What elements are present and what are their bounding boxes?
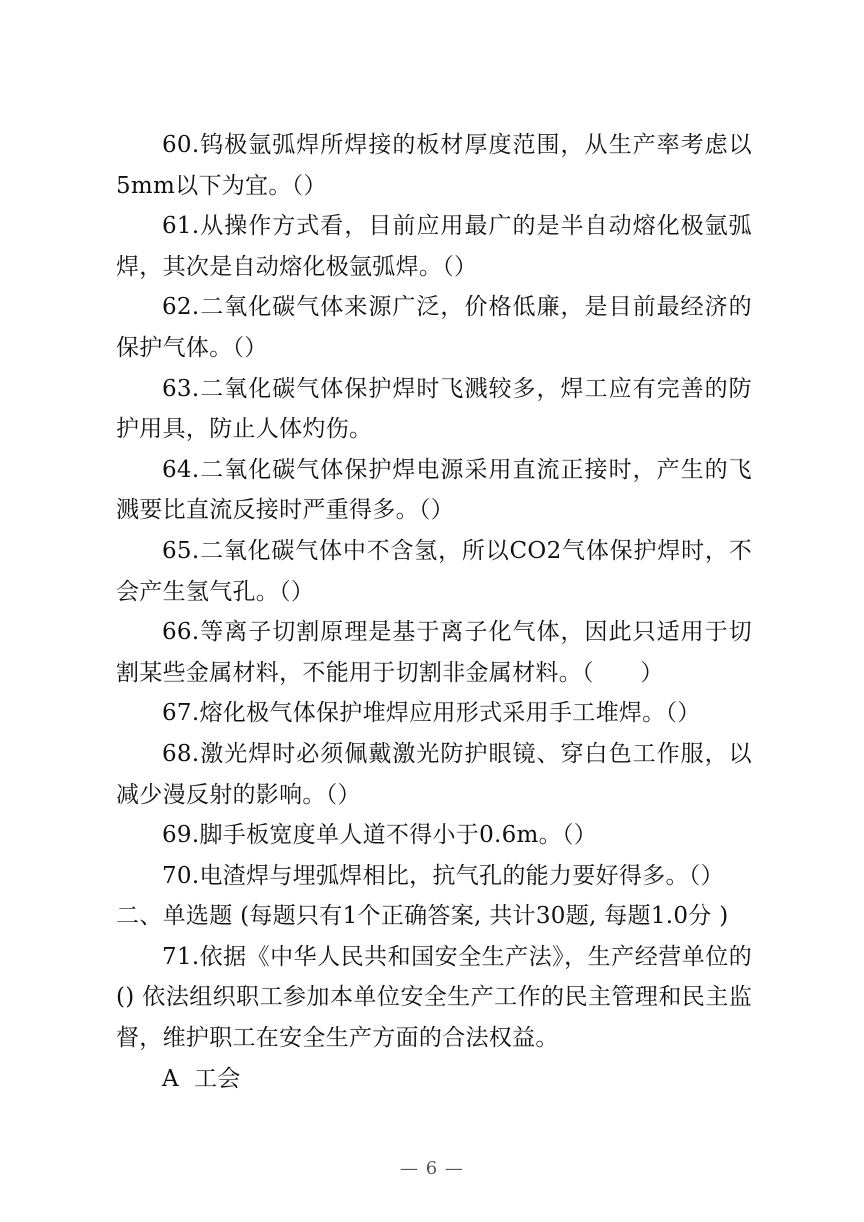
question-71-option-a: A 工会 [162,1065,241,1092]
question-65: 65.二氧化碳气体中不含氢，所以CO2气体保护焊时，不会产生氢气孔。（） [116,537,752,605]
question-70: 70.电渣焊与埋弧焊相比，抗气孔的能力要好得多。（） [162,862,724,889]
question-63: 63.二氧化碳气体保护焊时飞溅较多，焊工应有完善的防护用具，防止人体灼伤。 [116,375,752,443]
question-62: 62.二氧化碳气体来源广泛，价格低廉，是目前最经济的保护气体。（） [116,294,752,361]
page-content [116,125,760,1099]
question-64: 64.二氧化碳气体保护焊电源采用直流正接时，产生的飞溅要比直流反接时严重得多。（） [116,456,752,524]
section-heading-single-choice: 二、单选题 (每题只有1个正确答案, 共计30题, 每题1.0分 ) [116,903,729,930]
question-61: 61.从操作方式看，目前应用最广的是半自动熔化极氩弧焊，其次是自动熔化极氩弧焊。（） [116,213,752,280]
question-69: 69.脚手板宽度单人道不得小于0.6m。（） [162,822,598,849]
question-66: 66.等离子切割原理是基于离子化气体，因此只适用于切割某些金属材料，不能用于切割非金属材料。（ ） [116,619,752,686]
question-68: 68.激光焊时必须佩戴激光防护眼镜、穿白色工作服，以减少漫反射的影响。（） [116,740,752,808]
question-67: 67.熔化极气体保护堆焊应用形式采用手工堆焊。（） [162,700,701,727]
question-60: 60.钨极氩弧焊所焊接的板材厚度范围，从生产率考虑以5mm以下为宜。（） [116,132,752,199]
question-71: 71.依据《中华人民共和国安全生产法》，生产经营单位的 () 依法组织职工参加本单位安全生产工作的民主管理和民主监督，维护职工在安全生产方面的合法权益。 [116,943,760,1052]
page-number: — 6 — [400,1158,464,1179]
